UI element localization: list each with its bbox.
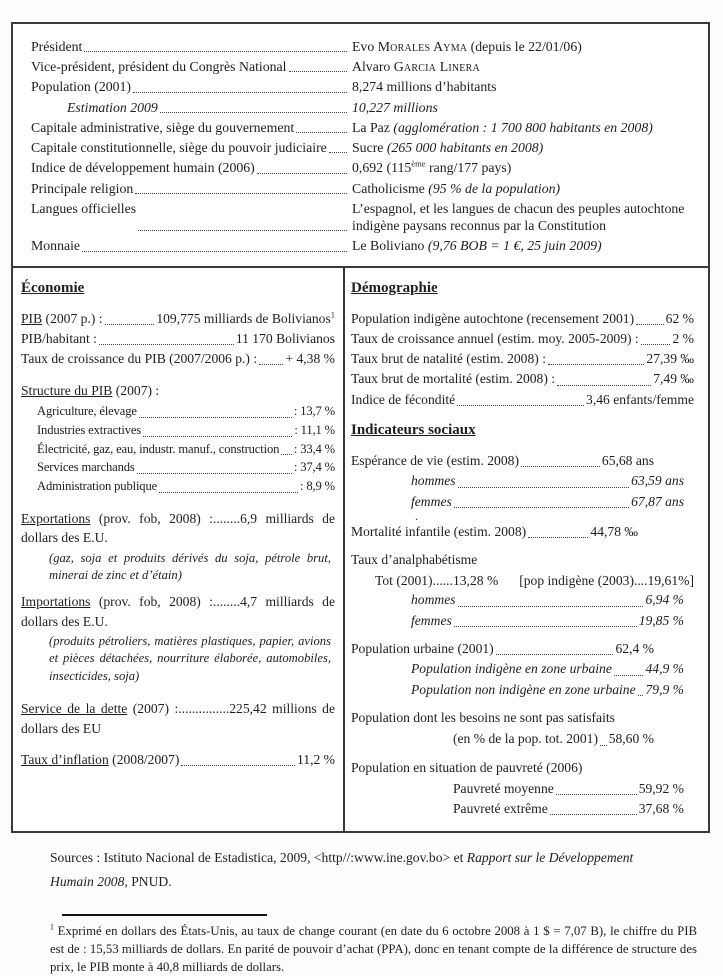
fact-value: Alvaro Garcia Linera xyxy=(352,59,480,75)
dot-leader xyxy=(133,78,347,92)
fact-value: 8,274 millions d’habitants xyxy=(352,79,497,95)
dot-leader xyxy=(457,390,584,406)
section-heading-indicateurs-sociaux: Indicateurs sociaux xyxy=(351,422,476,439)
fact-value: L’espagnol, et les langues de chacun des peuples autochtone indigène paysans reconnus par la Constitution xyxy=(352,200,685,234)
fact-label: Population (2001) xyxy=(31,79,132,95)
demo-row-natalite: Taux brut de natalité (estim. 2008) : 27,39 ‰ xyxy=(351,351,694,367)
analphabetisme-title: Taux d’analphabétisme xyxy=(351,551,478,567)
econ-row-inflation: Taux d’inflation (2008/2007) 11,2 % xyxy=(21,751,335,767)
dot-leader xyxy=(454,611,637,627)
dot-leader xyxy=(557,369,651,385)
fact-row-monnaie xyxy=(31,237,696,254)
fact-value: 10,227 millions xyxy=(352,99,438,115)
social-row-mortalite-infantile: Mortalité infantile (estim. 2008) 44,78 ‰ xyxy=(351,523,638,539)
fact-row-religion xyxy=(31,180,696,197)
dot-leader xyxy=(99,329,234,345)
dot-leader xyxy=(614,659,644,675)
econ-row-pib-habitant: PIB/habitant : 11 170 Bolivianos xyxy=(21,330,335,346)
fact-label: Président xyxy=(31,39,83,54)
fact-value: Catholicisme (95 % de la population) xyxy=(352,180,561,196)
fact-label: Principale religion xyxy=(31,180,134,196)
dot-leader xyxy=(556,779,637,795)
footnote-number: 1 xyxy=(50,922,54,932)
econ-row-croissance: Taux de croissance du PIB (2007/2006 p.) : + 4,38 % xyxy=(21,351,335,367)
analphabetisme-tot-row: Tot (2001)......13,28 % [pop indigène (2003)....19,61%] xyxy=(375,571,694,590)
social-row-esperance: Espérance de vie (estim. 2008) 65,68 ans xyxy=(351,453,654,469)
fact-row-langues xyxy=(31,200,696,234)
dot-leader xyxy=(548,349,644,365)
fact-row-vice-president xyxy=(31,58,696,75)
dot-leader xyxy=(138,200,347,231)
dot-leader xyxy=(257,159,347,173)
besoins-title: Population dont les besoins ne sont pas satisfaits xyxy=(351,709,615,725)
dot-leader xyxy=(289,58,348,72)
dot-leader xyxy=(521,451,600,467)
structure-row-electricite: Électricité, gaz, eau, industr. manuf., construction : 33,4 % xyxy=(37,441,335,456)
fact-value: Le Boliviano (9,76 BOB = 1 €, 25 juin 2009) xyxy=(352,238,602,254)
dot-leader xyxy=(181,750,295,766)
section-heading-economie: Économie xyxy=(21,279,85,296)
fact-value: Sucre (265 000 habitants en 2008) xyxy=(352,140,544,156)
stray-period: . xyxy=(415,508,418,523)
dot-leader xyxy=(281,441,292,456)
fact-row-president xyxy=(31,38,696,55)
pauvrete-title: Population en situation de pauvreté (2006) xyxy=(351,759,583,775)
fact-value: La Paz (agglomération : 1 700 800 habitants en 2008) xyxy=(352,119,653,135)
dot-leader xyxy=(638,680,644,696)
dot-leader xyxy=(296,119,347,133)
pauvrete-extreme: Pauvreté extrême 37,68 % xyxy=(453,801,684,817)
exportations-note: (gaz, soja et produits dérivés du soja, pétrole brut, minerai de zinc et d’étain) xyxy=(49,550,331,583)
dot-leader xyxy=(329,139,347,153)
footnote-block xyxy=(0,900,723,976)
section-heading-demographie: Démographie xyxy=(351,279,438,296)
fact-label: Capitale constitutionnelle, siège du pouvoir judiciaire xyxy=(31,140,327,156)
footnote-text: $^1$ Exprimé en dollars des États-Unis, au taux de change courant (en date du 6 octobre 2008 à 1 $ = 7,07 B), le chiffre du PIB est de : 15,53 milliards de dollars. En parité de pouvoir d’achat (PPA), donc en tenant compte de la différence de structure des prix, le PIB monte à 40,8 milliards de dollars. xyxy=(50,922,697,975)
top-facts-section xyxy=(13,24,708,268)
fact-label: Monnaie xyxy=(31,238,81,254)
info-box xyxy=(11,22,710,833)
dot-leader xyxy=(139,403,292,418)
pauvrete-moyenne: Pauvreté moyenne 59,92 % xyxy=(453,780,684,796)
demography-column xyxy=(345,268,708,832)
demo-row-mortalite: Taux brut de mortalité (estim. 2008) : 7,49 ‰ xyxy=(351,371,694,387)
analphabetisme-femmes: femmes 19,85 % xyxy=(411,612,684,628)
demo-row-indigene: Population indigène autochtone (recensement 2001) 62 % xyxy=(351,310,694,326)
analphabetisme-hommes: hommes 6,94 % xyxy=(411,592,684,608)
dot-leader xyxy=(160,99,347,113)
dot-leader xyxy=(550,799,637,815)
fact-label: Langues officielles xyxy=(31,200,137,216)
dot-leader xyxy=(135,180,347,194)
demo-row-croissance: Taux de croissance annuel (estim. moy. 2005-2009) : 2 % xyxy=(351,330,694,346)
dot-leader xyxy=(454,492,629,508)
fact-label: Capitale administrative, siège du gouvernement xyxy=(31,119,295,135)
fact-label: Indice de développement humain (2006) xyxy=(31,160,255,176)
structure-row-agriculture: Agriculture, élevage : 13,7 % xyxy=(37,403,335,418)
dot-leader xyxy=(641,329,671,345)
fact-row-population xyxy=(31,78,696,95)
dot-leader xyxy=(496,639,614,655)
structure-row-services: Services marchands : 37,4 % xyxy=(37,460,335,475)
document-page xyxy=(0,8,723,975)
importations-note: (produits pétroliers, matières plastiques, papier, avions et pièces détachées, nourriture élaborée, automobiles, insecticides, soja) xyxy=(49,634,331,683)
fact-row-capitale-constitutionnelle xyxy=(31,139,696,156)
dot-leader xyxy=(137,459,292,474)
dot-leader xyxy=(600,729,607,745)
footnote-separator xyxy=(62,914,267,916)
demo-row-fecondite: Indice de fécondité 3,46 enfants/femme xyxy=(351,391,694,407)
importations-line: Importations (prov. fob, 2008) :........4,7 milliards de dollars des E.U. xyxy=(21,594,335,629)
fact-label: Vice-président, président du Congrès National xyxy=(31,59,287,75)
dot-leader xyxy=(82,237,347,251)
structure-row-administration: Administration publique : 8,9 % xyxy=(37,479,335,494)
social-row-population-urbaine: Population urbaine (2001) 62,4 % xyxy=(351,641,654,657)
economy-column xyxy=(13,268,345,832)
fact-value: 0,692 (115ème rang/177 pays) xyxy=(352,158,512,176)
dot-leader xyxy=(458,471,630,487)
fact-row-capitale-administrative xyxy=(31,119,696,136)
dot-leader xyxy=(636,309,664,325)
dot-leader xyxy=(143,422,292,437)
dot-leader xyxy=(528,522,588,538)
dot-leader xyxy=(259,349,283,365)
social-row-esperance-hommes: hommes 63,59 ans xyxy=(411,473,684,489)
fact-row-estimation-2009 xyxy=(31,99,696,116)
structure-pib-rows xyxy=(21,403,335,496)
fact-row-idh xyxy=(31,159,696,176)
structure-pib-title: Structure du PIB (2007) : xyxy=(21,383,160,399)
fact-label: Estimation 2009 xyxy=(67,99,158,115)
besoins-valeur: (en % de la pop. tot. 2001) 58,60 % xyxy=(453,731,654,747)
dot-leader xyxy=(105,309,155,325)
dot-leader xyxy=(458,590,644,606)
sources-note: Sources : Istituto Nacional de Estadistica, 2009, <http//:www.ine.gov.bo> et Rapport sur le Développement Humain 2008, PNUD. xyxy=(50,850,634,890)
footnote-ref: 1 xyxy=(330,309,335,320)
columns xyxy=(13,268,708,832)
econ-row-pib: PIB (2007 p.) : 109,775 milliards de Bolivianos$^1$ xyxy=(21,309,335,326)
structure-row-industries: Industries extractives : 11,1 % xyxy=(37,422,335,437)
dot-leader xyxy=(159,478,298,493)
social-row-esperance-femmes: femmes 67,87 ans xyxy=(411,493,684,509)
dot-leader xyxy=(84,38,347,52)
fact-value: Evo Morales Ayma (depuis le 22/01/06) xyxy=(352,39,582,54)
exportations-line: Exportations (prov. fob, 2008) :........6,9 milliards de dollars des E.U. xyxy=(21,511,335,546)
social-row-urbaine-indigene: Population indigène en zone urbaine 44,9 % xyxy=(411,661,684,677)
service-dette-line: Service de la dette (2007) :...............225,42 millions de dollars des EU xyxy=(21,701,335,736)
analphabetisme-indigene-bracket: [pop indigène (2003)....19,61%] xyxy=(519,573,694,589)
social-row-urbaine-non-indigene: Population non indigène en zone urbaine 79,9 % xyxy=(411,681,684,697)
